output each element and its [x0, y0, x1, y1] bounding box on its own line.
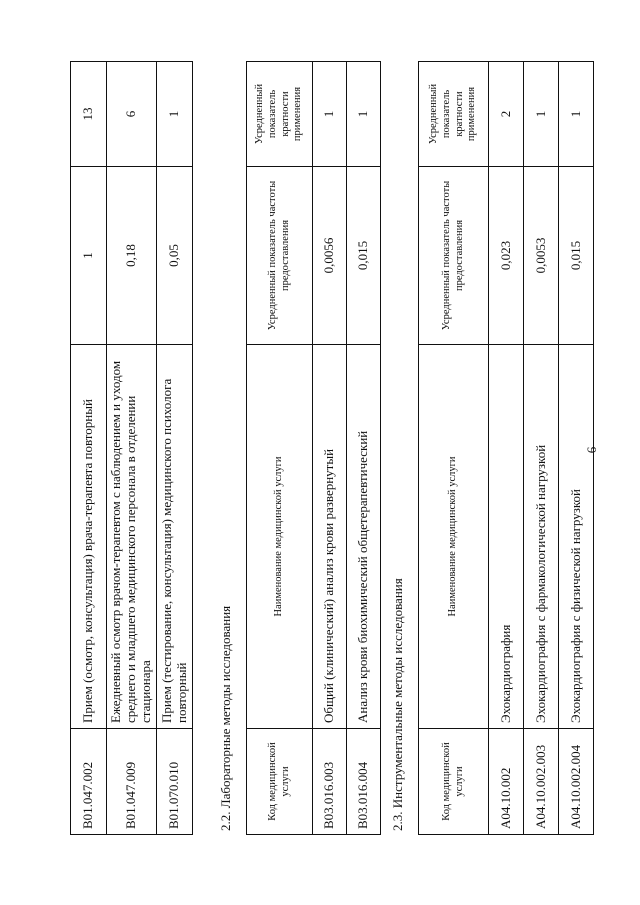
frequency-value: 0,015	[347, 167, 381, 345]
frequency-value: 0,18	[107, 167, 157, 345]
service-code: B01.047.002	[71, 729, 107, 835]
service-name: Эхокардиография с фармакологической нагрузкой	[524, 345, 559, 729]
table-header-row	[419, 62, 489, 835]
service-code: B03.016.004	[347, 729, 381, 835]
table-row	[559, 62, 594, 835]
header-name: Наименование медицинской услуги	[419, 345, 489, 729]
frequency-value: 0,0053	[524, 167, 559, 345]
frequency-value: 0,0056	[313, 167, 347, 345]
table-row	[71, 62, 107, 835]
table-row	[524, 62, 559, 835]
service-code: B03.016.003	[313, 729, 347, 835]
header-multiplicity: Усредненный показатель кратности применения	[247, 62, 313, 167]
header-code: Код медицинской услуги	[419, 729, 489, 835]
header-name: Наименование медицинской услуги	[247, 345, 313, 729]
service-code: B01.047.009	[107, 729, 157, 835]
multiplicity-value: 1	[524, 62, 559, 167]
section-title-laboratory: 2.2. Лабораторные методы исследования	[218, 605, 233, 831]
multiplicity-value: 1	[157, 62, 193, 167]
multiplicity-value: 6	[107, 62, 157, 167]
header-code: Код медицинской услуги	[247, 729, 313, 835]
header-frequency: Усредненный показатель частоты предоставления	[247, 167, 313, 345]
service-name: Анализ крови биохимический общетерапевтический	[347, 345, 381, 729]
service-name: Ежедневный осмотр врачом-терапевтом с наблюдением и уходом среднего и младшего медицинского персонала в отделении стационара	[107, 345, 157, 729]
services-table-consultations	[70, 61, 193, 835]
header-frequency: Усредненный показатель частоты предоставления	[419, 167, 489, 345]
service-name: Эхокардиография с физической нагрузкой	[559, 345, 594, 729]
frequency-value: 0,05	[157, 167, 193, 345]
table-row	[313, 62, 347, 835]
section-title-instrumental: 2.3. Инструментальные методы исследования	[390, 578, 405, 831]
table-row	[107, 62, 157, 835]
service-code: A04.10.002.003	[524, 729, 559, 835]
multiplicity-value: 1	[559, 62, 594, 167]
services-table-instrumental	[418, 61, 594, 835]
service-name: Прием (осмотр, консультация) врача-терапевта повторный	[71, 345, 107, 729]
service-code: B01.070.010	[157, 729, 193, 835]
page-number: 6	[584, 446, 599, 454]
service-code: A04.10.002	[489, 729, 524, 835]
multiplicity-value: 2	[489, 62, 524, 167]
service-name: Общий (клинический) анализ крови развернутый	[313, 345, 347, 729]
service-name: Эхокардиография	[489, 345, 524, 729]
table-header-row	[247, 62, 313, 835]
multiplicity-value: 13	[71, 62, 107, 167]
frequency-value: 0,023	[489, 167, 524, 345]
multiplicity-value: 1	[347, 62, 381, 167]
services-table-laboratory	[246, 61, 381, 835]
table-row	[489, 62, 524, 835]
service-code: A04.10.002.004	[559, 729, 594, 835]
multiplicity-value: 1	[313, 62, 347, 167]
table-row	[157, 62, 193, 835]
table-row	[347, 62, 381, 835]
frequency-value: 0,015	[559, 167, 594, 345]
header-multiplicity: Усредненный показатель кратности применения	[419, 62, 489, 167]
frequency-value: 1	[71, 167, 107, 345]
service-name: Прием (тестирование, консультация) медицинского психолога повторный	[157, 345, 193, 729]
